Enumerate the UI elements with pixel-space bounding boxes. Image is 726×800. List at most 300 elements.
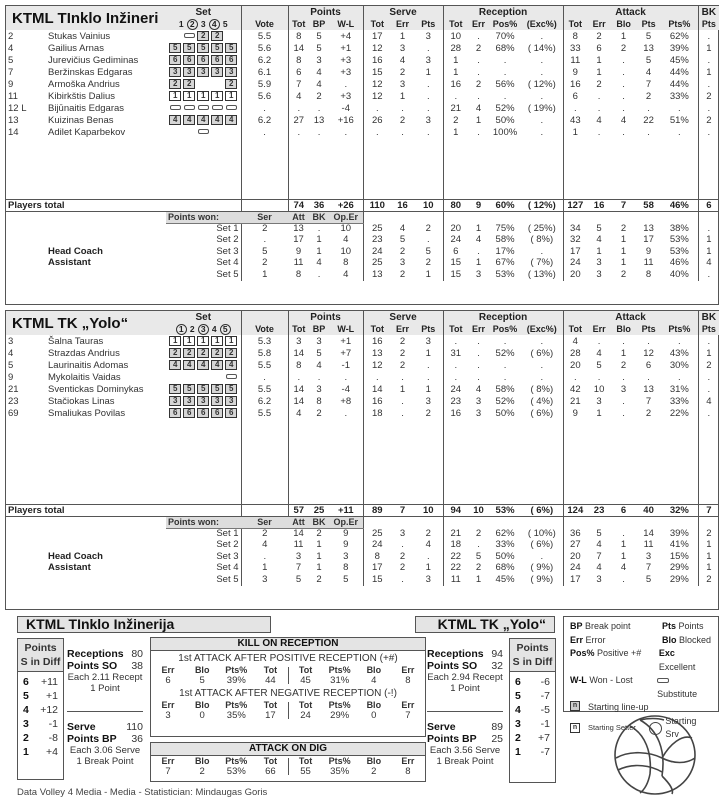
spacer [661, 138, 698, 199]
player-row [6, 78, 719, 90]
reception-err: 4 [475, 383, 482, 395]
rotation-row [18, 731, 63, 745]
set-number-circled: 4 [209, 19, 220, 30]
block-pts: . [698, 383, 719, 395]
total-serve-err: 7 [391, 504, 414, 516]
set-start-position: 6 [169, 55, 181, 65]
set-block-pts: 4 [698, 258, 719, 270]
col-value: 35% [330, 765, 350, 777]
rotation-number: 6 [23, 676, 29, 688]
reception-exc-pct: . [540, 371, 544, 383]
won-lost-header: W-L [337, 323, 355, 334]
col-value: 2 [199, 765, 205, 777]
reception-tot: . [443, 371, 468, 383]
set-serve-pts: 2 [425, 223, 431, 234]
total-attack-err: 16 [587, 199, 611, 211]
points-won-block: 2 [316, 574, 322, 585]
rotation-diff: +12 [40, 704, 58, 716]
attack-tot: 43 [563, 114, 587, 126]
away-reception-serve-efficiency [427, 648, 503, 767]
set-label: Set 3 [216, 551, 239, 562]
set-start-position: 3 [225, 67, 237, 77]
col-header: Pts% [225, 700, 248, 710]
col-value: 17 [265, 709, 276, 721]
attack-tot: 9 [563, 407, 587, 419]
set-block-pts: . [698, 269, 719, 281]
set-attack-pts-pct: 53% [669, 234, 689, 246]
reception-tot: 24 [443, 383, 468, 395]
spacer [414, 211, 443, 223]
attack-blo: 1 [620, 30, 627, 42]
spacer [391, 211, 414, 223]
spacer [309, 419, 329, 504]
total-serve-tot: 110 [363, 199, 391, 211]
reception-ratio-note: Each 2.94 Recept [427, 672, 503, 683]
attack-pts-pct: 44% [669, 66, 689, 78]
break-points: 3 [316, 383, 322, 395]
vote: 5.3 [241, 335, 288, 347]
serve-tot: 12 [363, 78, 391, 90]
set-reception-exc-pct: . [540, 551, 544, 562]
spacer [611, 138, 636, 199]
reception-tot: 2 [443, 114, 468, 126]
set-attack-tot: 20 [563, 269, 587, 281]
points-won-attack: 14 [293, 528, 304, 539]
set-reception-exc-pct: ( 7%) [530, 257, 554, 269]
set-points-row [6, 235, 719, 247]
player-name: Jurevičius Gediminas [48, 54, 139, 66]
set-start-position: 2 [197, 348, 209, 358]
set-empty [197, 79, 209, 89]
away-team-summary-title: KTML TK „Yolo“ [415, 616, 555, 633]
stat-line [427, 648, 503, 660]
col-value: 8 [405, 674, 411, 686]
set-start-position: 2 [169, 79, 181, 89]
volleyball-icon [600, 714, 710, 796]
stat-line [427, 721, 503, 733]
reception-pos-pct: 70% [495, 30, 515, 42]
set-start-position: 3 [169, 67, 181, 77]
attack-pts: 5 [645, 30, 652, 42]
legend-key: BP [570, 621, 583, 631]
serve-tot: 15 [363, 66, 391, 78]
col-header: Blo [366, 700, 382, 710]
spacer [46, 138, 166, 199]
serve-err: 2 [399, 66, 406, 78]
spacer [468, 211, 489, 223]
set-start-position: 1 [211, 91, 223, 101]
player-set-lineup [166, 78, 241, 90]
serve-pts-header: Pts [421, 18, 436, 29]
points-won-opp-error: 10 [340, 246, 352, 257]
kill-on-reception-title: KILL ON RECEPTION [151, 638, 425, 651]
rotation-number: 5 [23, 690, 29, 702]
set-group-header: Set [195, 311, 212, 323]
col-header: Err [401, 700, 415, 710]
points_bp-value: 36 [131, 733, 143, 745]
won-lost: +3 [340, 90, 352, 102]
block-pts: . [698, 78, 719, 90]
set-start-position: 2 [169, 348, 181, 358]
serve-group-header: Serve [363, 311, 443, 323]
set-block-pts: 1 [698, 246, 719, 258]
serve-tot: 13 [363, 347, 391, 359]
spacer [443, 419, 468, 504]
player-set-lineup [166, 383, 241, 395]
team-stats-table [6, 311, 719, 586]
player-set-lineup [166, 66, 241, 78]
break-points-header: BP [312, 323, 326, 334]
rotation-points-title: Points [24, 642, 57, 654]
won-lost: +1 [340, 42, 352, 54]
set-serve-pts: 2 [425, 257, 431, 269]
spacer [6, 528, 46, 540]
attack-err: 2 [596, 30, 602, 42]
serve-tot: 12 [363, 90, 391, 102]
legend-key: Blo [662, 634, 677, 645]
set-block-pts: 1 [698, 563, 719, 575]
vote-total-empty [241, 199, 288, 211]
player-row [6, 371, 719, 383]
legend-box [563, 616, 719, 739]
set-reception-err: 1 [475, 574, 482, 585]
total-break-points: 25 [309, 504, 329, 516]
serve_label: Serve [427, 721, 456, 733]
set-serve-tot: 15 [363, 574, 391, 586]
substitute-icon [169, 103, 181, 113]
attack-err: 5 [596, 359, 602, 371]
serve-pts-header: Pts [421, 323, 436, 334]
player-row [6, 114, 719, 126]
set-start-position: 5 [169, 43, 181, 53]
spacer [611, 211, 636, 223]
set-start-position: 6 [197, 55, 209, 65]
set-serve-pts: 1 [425, 562, 431, 574]
set-serve-pts: . [426, 234, 430, 246]
rotation-row [18, 717, 63, 731]
set-attack-err: 3 [596, 257, 602, 269]
set-numbers-header [166, 323, 241, 335]
points-won-attack: 3 [295, 551, 302, 562]
serve-err: . [401, 371, 404, 383]
set-attack-blo: 1 [620, 234, 627, 246]
block-pts: . [698, 102, 719, 114]
break-points: 4 [316, 359, 322, 371]
team-home-panel [5, 5, 719, 305]
legend-text: Starting Srv [665, 715, 697, 739]
reception-exc-pct: ( 8%) [530, 383, 554, 395]
diff-header: Diff [42, 656, 61, 668]
legend-key: Pos% [570, 648, 595, 658]
set-serve-err: 2 [399, 246, 406, 257]
player-row [6, 126, 719, 138]
set-attack-pts: 3 [645, 551, 652, 562]
reception-tot: . [443, 335, 468, 347]
reception-err: 2 [475, 42, 482, 54]
col-value: 2 [371, 765, 377, 777]
col-header: Blo [194, 665, 210, 675]
won-lost: . [344, 407, 348, 419]
player-number: 9 [8, 371, 14, 383]
attack-pts-pct: . [678, 126, 681, 138]
positive-reception-title: 1st ATTACK AFTER POSITIVE RECEPTION (+#) [178, 653, 398, 664]
set-serve-tot: 8 [363, 551, 391, 563]
total-attack-err: 23 [587, 504, 611, 516]
col-value: 8 [405, 765, 411, 777]
spacer [661, 516, 698, 528]
set-start-position: 6 [225, 55, 237, 65]
set-numbers-header [166, 18, 241, 30]
receptions-value: 94 [491, 648, 503, 660]
serve-ratio-note: Each 3.06 Serve [69, 745, 141, 756]
block-pts: 2 [698, 90, 719, 102]
total-block-pts: 7 [698, 504, 719, 516]
set-attack-blo: . [622, 574, 625, 585]
spacer [489, 211, 521, 223]
serve-pts: . [426, 371, 430, 383]
block-pts-header: Pts [698, 18, 719, 30]
points-tot: 14 [288, 395, 309, 407]
total-points-tot: 74 [288, 199, 309, 211]
reception-err: . [477, 126, 480, 138]
col-header: Err [161, 756, 175, 766]
attack-pts-pct: . [678, 335, 681, 347]
reception-tot: 1 [443, 66, 468, 78]
spacer [46, 223, 166, 235]
serve-err: 1 [399, 30, 406, 42]
spacer [6, 516, 166, 528]
rotation-diff: -7 [540, 746, 550, 758]
set-start-position: 2 [225, 79, 237, 89]
serve-err: . [401, 395, 404, 407]
break-points: 5 [316, 30, 322, 42]
points-won-attack: 7 [295, 562, 302, 574]
set-number: 5 [222, 18, 228, 29]
serve-tot: 12 [363, 359, 391, 371]
set-serve-pts: 3 [425, 574, 431, 585]
set-serve-tot: 13 [363, 269, 391, 281]
set-start-position: 5 [197, 384, 209, 394]
points-won-opp-error: 8 [343, 562, 349, 574]
set-reception-pos-pct: 53% [495, 269, 515, 280]
reception-ratio-note: 1 Point [90, 683, 120, 694]
total-serve-err: 16 [391, 199, 414, 211]
set-empty [197, 372, 209, 382]
col-header: Tot [298, 756, 313, 766]
vote-total-empty [241, 504, 288, 516]
attack-blo: . [622, 395, 625, 407]
set-reception-pos-pct: 68% [495, 562, 515, 574]
player-name: Kuizinas Benas [48, 114, 114, 126]
attack-err: 4 [596, 114, 602, 126]
attack-err: 2 [596, 78, 602, 90]
player-set-lineup [166, 371, 241, 383]
break-points: 8 [316, 395, 322, 407]
set-empty [169, 127, 181, 137]
points-won-attack: 11 [293, 257, 304, 269]
attack-pts-pct: 33% [669, 90, 689, 102]
rotation-number: 2 [515, 732, 521, 744]
won-lost: -1 [341, 359, 350, 371]
attack-tot: 42 [563, 383, 587, 395]
player-number: 7 [8, 66, 14, 78]
block-pts: . [698, 407, 719, 419]
set-serve-err: 3 [399, 257, 406, 269]
serve-err: . [401, 126, 404, 138]
spacer [611, 419, 636, 504]
attack-err: . [597, 126, 601, 138]
set-attack-pts: 11 [643, 539, 654, 551]
attack-tot: 1 [563, 126, 587, 138]
set-label: Set 5 [216, 574, 239, 585]
player-row [6, 395, 719, 407]
set-start-position: 1 [211, 336, 223, 346]
col-value: 39% [226, 674, 246, 686]
reception-exc-pct: ( 6%) [530, 407, 554, 419]
total-points-tot: 57 [288, 504, 309, 516]
col-header: Blo [194, 756, 210, 766]
serve-pts: . [426, 102, 430, 114]
spacer [309, 138, 329, 199]
attack-blo: 3 [620, 383, 627, 395]
set-serve-tot: 24 [363, 246, 391, 258]
set-serve-tot: 25 [363, 528, 391, 540]
player-number: 4 [8, 347, 14, 359]
set-attack-err: 4 [596, 562, 602, 574]
attack-pts-header: Pts [641, 18, 656, 29]
attack-pts-pct: 43% [669, 347, 689, 359]
spacer [414, 138, 443, 199]
spacer [661, 211, 698, 223]
spacer [636, 211, 661, 223]
reception-err: . [477, 347, 480, 359]
points-won-col-header: Ser [241, 516, 288, 528]
set-serve-err: 4 [399, 223, 406, 234]
col-value: 5 [199, 674, 205, 686]
set-start-position: 3 [197, 67, 209, 77]
reception-err: 1 [475, 114, 482, 126]
set-reception-exc-pct: ( 9%) [530, 562, 554, 574]
attack-err-header: Err [592, 18, 606, 29]
reception-err: . [477, 371, 480, 383]
won-lost: +8 [340, 395, 352, 407]
set-start-position: 4 [197, 360, 209, 370]
spacer [587, 138, 611, 199]
set-start-position: 1 [197, 91, 209, 101]
starting-lineup-box-icon: n [570, 701, 580, 711]
attack-blo: . [622, 78, 625, 90]
serve-pts: 3 [425, 335, 431, 347]
points-won-attack: 9 [295, 246, 302, 257]
attack-pts: 7 [645, 395, 652, 407]
reception-pos-pct: 58% [495, 383, 515, 395]
team-stats-table [6, 6, 719, 281]
spacer [521, 138, 563, 199]
attack-blo: . [622, 66, 625, 78]
spacer [329, 138, 363, 199]
points-tot: 6 [288, 66, 309, 78]
break-points: 2 [316, 407, 322, 419]
serve-tot: 16 [363, 335, 391, 347]
set-attack-tot: 34 [563, 223, 587, 235]
set-start-position: 5 [183, 384, 195, 394]
reception-err: . [477, 335, 480, 347]
attack-pts-pct-header: Pts% [668, 18, 691, 29]
set-attack-blo: 1 [620, 246, 627, 257]
serve-tot: 17 [363, 30, 391, 42]
col-header: Tot [298, 665, 313, 675]
player-number: 23 [8, 395, 19, 407]
total-reception-tot: 80 [443, 199, 468, 211]
legend-key: Exc [658, 648, 675, 658]
spacer [6, 223, 46, 235]
points-won-block: 1 [316, 562, 322, 574]
set-reception-pos-pct: 75% [495, 223, 515, 234]
serve-err: 4 [399, 54, 406, 66]
col-value: 35% [226, 709, 246, 721]
set-serve-pts: 1 [425, 269, 431, 280]
reception-err: . [477, 54, 480, 66]
spacer [46, 540, 166, 552]
legend-text: Break point [585, 621, 631, 631]
rotation-number: 5 [515, 690, 521, 702]
spacer [6, 138, 46, 199]
attack-err: . [597, 90, 601, 102]
col-value: 44 [265, 674, 276, 686]
col-header: Err [161, 665, 175, 675]
reception-exc-pct: . [540, 66, 544, 78]
won-lost-header: W-L [337, 18, 355, 29]
col-value: 66 [265, 765, 276, 777]
set-reception-err: 2 [475, 562, 482, 574]
set-number-circled: 2 [187, 19, 198, 30]
set-attack-tot: 24 [563, 563, 587, 575]
vote: 5.5 [241, 359, 288, 371]
set-start-position: 2 [211, 31, 223, 41]
serve-err: 2 [399, 347, 406, 359]
points-won-col-header: BK [309, 516, 329, 528]
attack-blo: . [622, 90, 625, 102]
attack-tot: 28 [563, 347, 587, 359]
serve-pts: . [426, 126, 430, 138]
set-number: 3 [200, 18, 206, 29]
set-start-position: 4 [211, 360, 223, 370]
set-start-position: 6 [225, 408, 237, 418]
spacer [489, 516, 521, 528]
set-start-position: 1 [225, 336, 237, 346]
break-points-header: BP [312, 18, 326, 29]
player-row [6, 42, 719, 54]
won-lost: . [344, 371, 348, 383]
rotation-row [510, 689, 555, 703]
set-reception-err: 1 [475, 257, 482, 269]
set-start-position: 1 [183, 91, 195, 101]
spacer [587, 419, 611, 504]
set-start-position: 3 [183, 396, 195, 406]
player-set-lineup [166, 102, 241, 114]
vote: 5.6 [241, 90, 288, 102]
points-won-serve: 3 [241, 574, 288, 586]
reception-group-header: Reception [443, 311, 563, 323]
points-won-header-row [6, 516, 719, 528]
points-won-col-header: Ser [241, 211, 288, 223]
set-reception-tot: 21 [443, 528, 468, 540]
attack-pts-pct: 62% [669, 30, 689, 42]
reception-tot: 1 [443, 54, 468, 66]
player-number: 21 [8, 383, 19, 395]
receptions-value: 80 [131, 648, 143, 660]
set-attack-pts: 5 [645, 574, 652, 585]
